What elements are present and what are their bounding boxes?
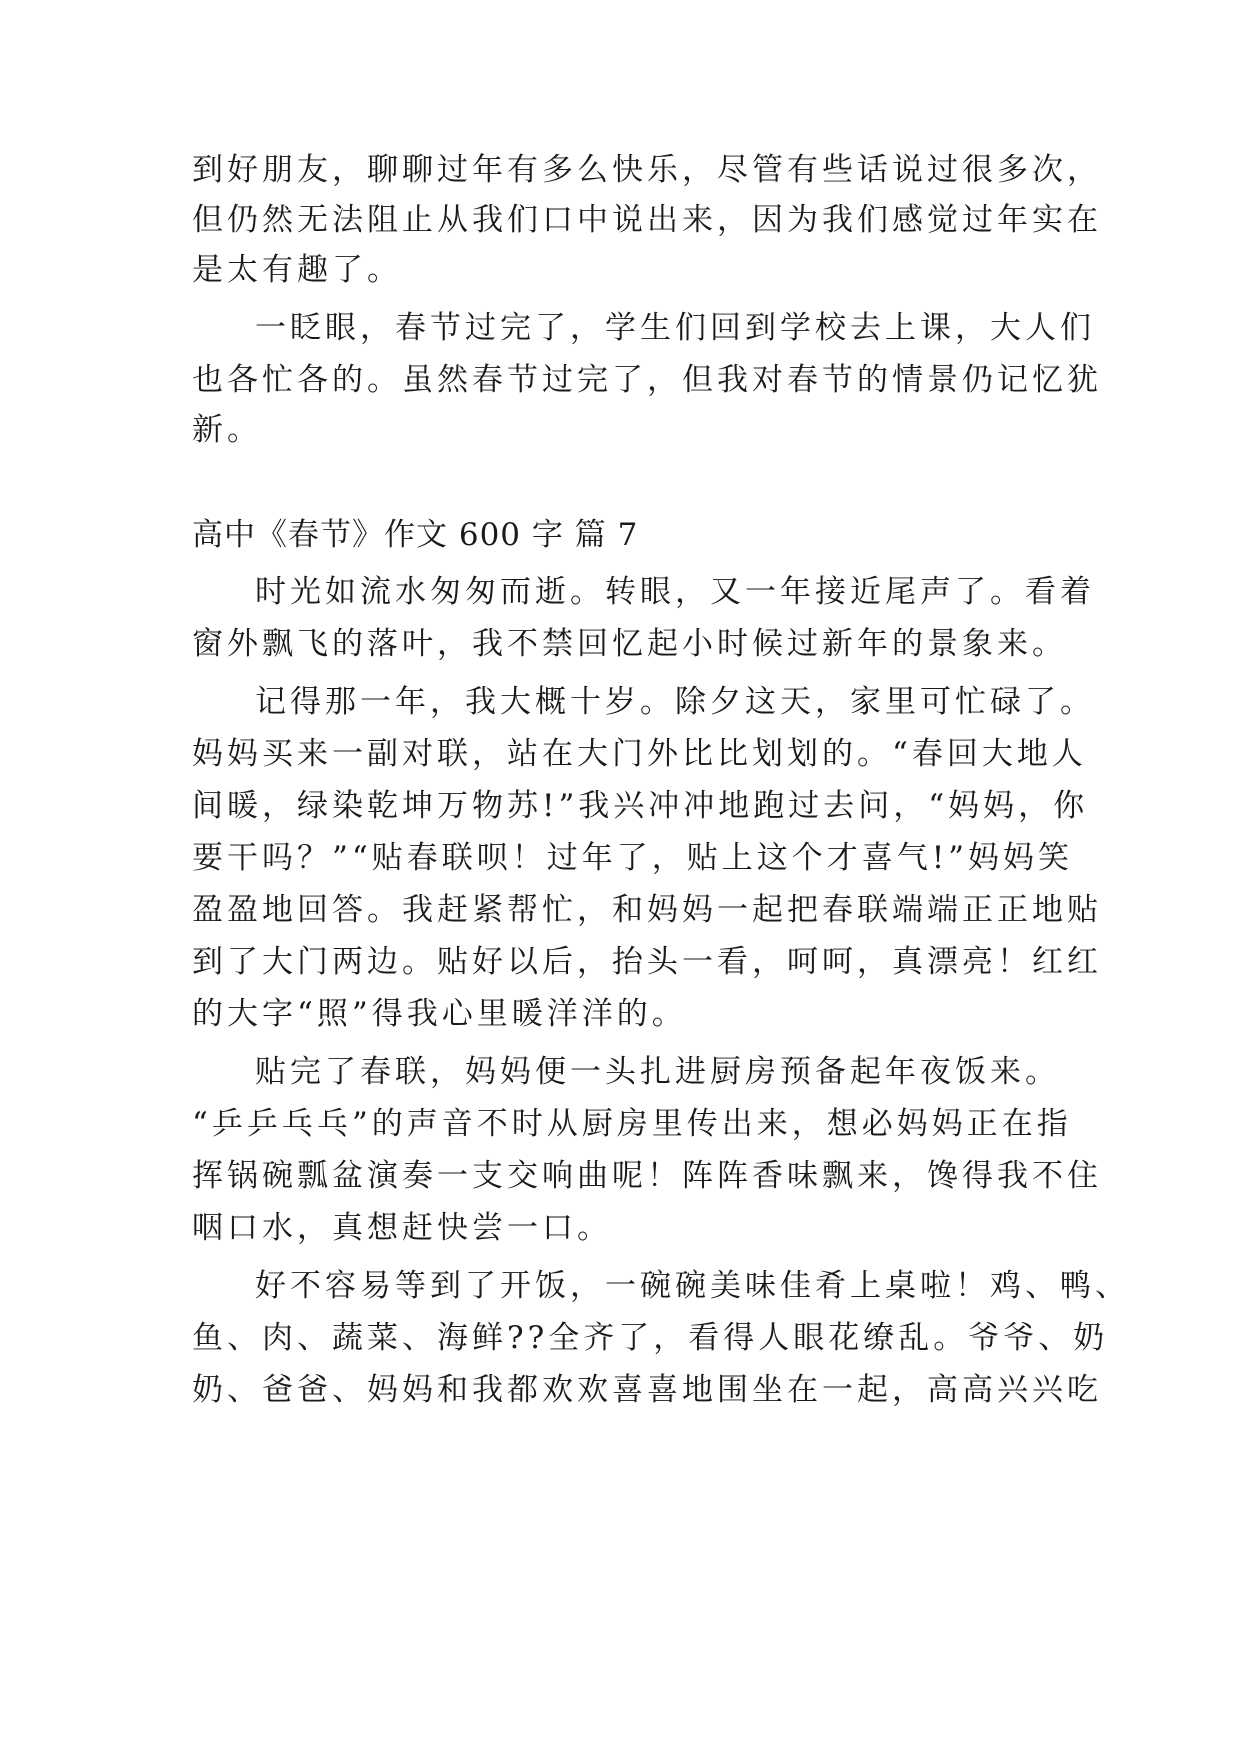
text-line: 一眨眼，春节过完了，学生们回到学校去上课，大人们	[255, 310, 1095, 346]
text-line: 鱼、肉、蔬菜、海鲜??全齐了，看得人眼花缭乱。爷爷、奶	[192, 1320, 1109, 1356]
text-line: 贴完了春联，妈妈便一头扎进厨房预备起年夜饭来。	[255, 1054, 1060, 1090]
text-line: 妈妈买来一副对联，站在大门外比比划划的。“春回大地人	[192, 736, 1087, 772]
text-line: 盈盈地回答。我赶紧帮忙，和妈妈一起把春联端端正正地贴	[192, 892, 1102, 928]
text-line: 间暖，绿染乾坤万物苏!”我兴冲冲地跑过去问，“妈妈，你	[192, 788, 1089, 824]
text-line: 的大字“照”得我心里暖洋洋的。	[192, 996, 687, 1032]
text-line: 窗外飘飞的落叶，我不禁回忆起小时候过新年的景象来。	[192, 626, 1067, 662]
text-line: 奶、爸爸、妈妈和我都欢欢喜喜地围坐在一起，高高兴兴吃	[192, 1372, 1102, 1408]
text-line: 到了大门两边。贴好以后，抬头一看，呵呵，真漂亮！红红	[192, 944, 1102, 980]
text-line: 记得那一年，我大概十岁。除夕这天，家里可忙碌了。	[255, 684, 1095, 720]
text-line: 但仍然无法阻止从我们口中说出来，因为我们感觉过年实在	[192, 202, 1102, 238]
text-line: 挥锅碗瓢盆演奏一支交响曲呢！阵阵香味飘来，馋得我不住	[192, 1158, 1102, 1194]
text-line: “乒乒乓乓”的声音不时从厨房里传出来，想必妈妈正在指	[192, 1106, 1072, 1142]
text-line: 是太有趣了。	[192, 252, 402, 288]
text-line: 要干吗？”“贴春联呗！过年了，贴上这个才喜气!”妈妈笑	[192, 840, 1073, 876]
text-line: 好不容易等到了开饭，一碗碗美味佳肴上桌啦！鸡、鸭、	[255, 1268, 1130, 1304]
text-line: 新。	[192, 412, 262, 448]
text-line: 到好朋友，聊聊过年有多么快乐，尽管有些话说过很多次，	[192, 152, 1102, 188]
text-line: 时光如流水匆匆而逝。转眼，又一年接近尾声了。看着	[255, 574, 1095, 610]
essay-heading: 高中《春节》作文 600 字 篇 7	[192, 517, 639, 553]
text-line: 也各忙各的。虽然春节过完了，但我对春节的情景仍记忆犹	[192, 362, 1102, 398]
text-line: 咽口水，真想赶快尝一口。	[192, 1210, 612, 1246]
